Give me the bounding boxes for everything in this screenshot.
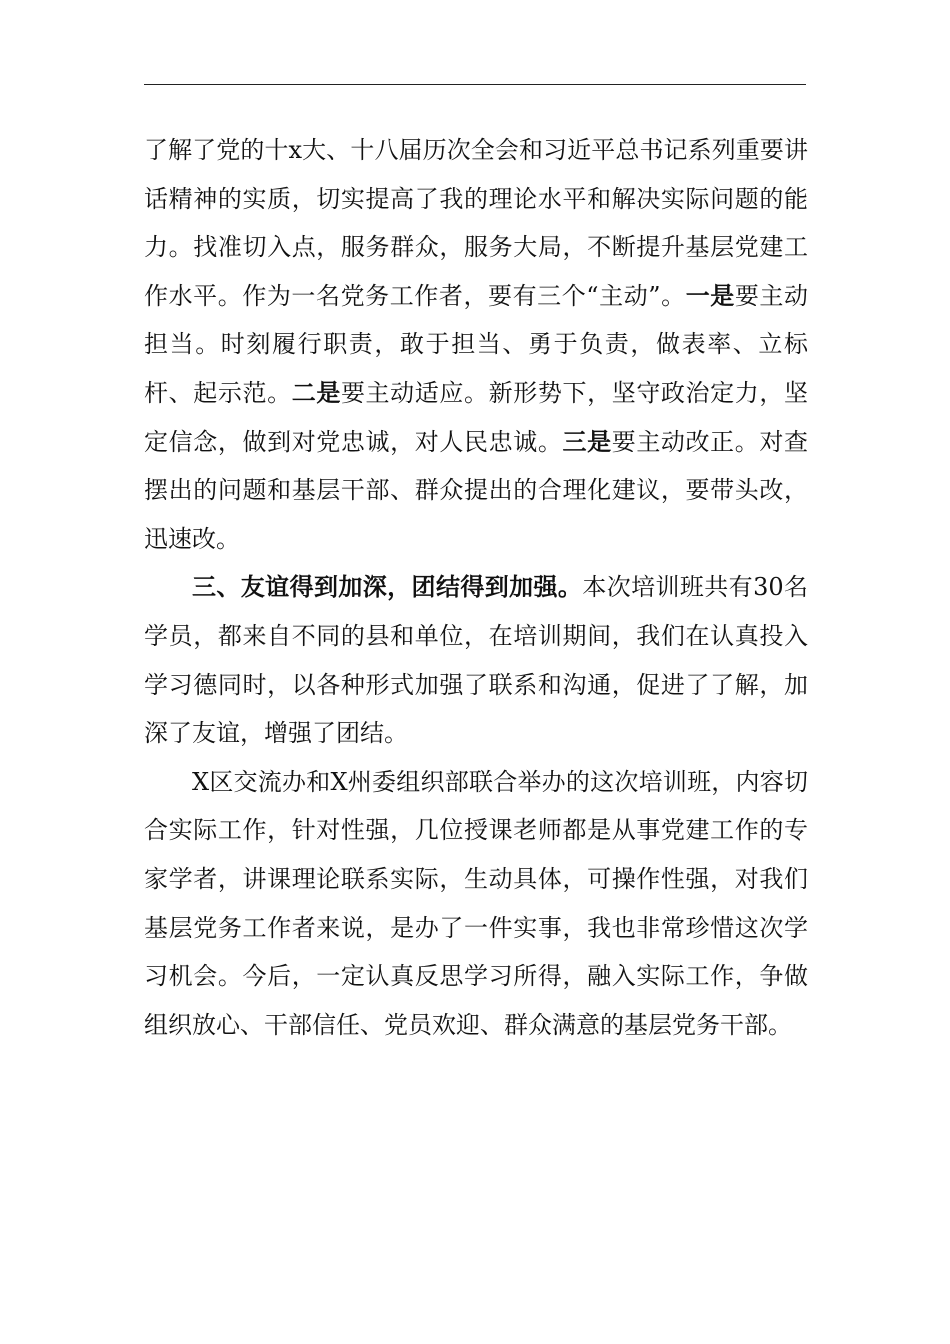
- paragraph: [144, 758, 808, 1050]
- text-run: X区交流办和X州委组织部联合举办的这次培训班，内容切合实际工作，针对性强，几位授课老师都是从事党建工作的专家学者，讲课理论联系实际，生动具体，可操作性强，对我们基层党务工作者来说，是办了一件实事，我也非常珍惜这次学习机会。今后，一定认真反思学习所得，融入实际工作，争做组织放心、干部信任、党员欢迎、群众满意的基层党务干部。: [144, 767, 808, 1039]
- text-run: 要主动适应。新形势下，坚守政治定力，坚定信念，做到对党忠诚，对人民忠诚。: [144, 378, 809, 456]
- section-heading: 三、友谊得到加深，团结得到加强。: [192, 572, 583, 602]
- text-run: 本次培训班共有30名学员，都来自不同的县和单位，在培训期间，我们在认真投入学习德同时，以各种形式加强了联系和沟通，促进了了解，加深了友谊，增强了团结。: [144, 573, 809, 748]
- text-run: 了解了党的十x大、十八届历次全会和习近平总书记系列重要讲话精神的实质，切实提高了我的理论水平和解决实际问题的能力。找准切入点，服务群众，服务大局，不断提升基层党建工作水平。作为一名党务工作者，要有三个“主动”。: [144, 136, 808, 310]
- paragraph: [144, 563, 808, 757]
- emphasis-two: 二是: [291, 377, 341, 407]
- emphasis-three: 三是: [562, 426, 612, 456]
- paragraph: [144, 126, 808, 563]
- text-run: 要主动改正。对查摆出的问题和基层干部、群众提出的合理化建议，要带头改，迅速改。: [144, 427, 809, 553]
- header-rule: [144, 84, 806, 85]
- document-body: [144, 126, 808, 1049]
- emphasis-one: 一是: [685, 280, 735, 310]
- text-run: 要主动担当。时刻履行职责，敢于担当、勇于负责，做表率、立标杆、起示范。: [144, 281, 809, 407]
